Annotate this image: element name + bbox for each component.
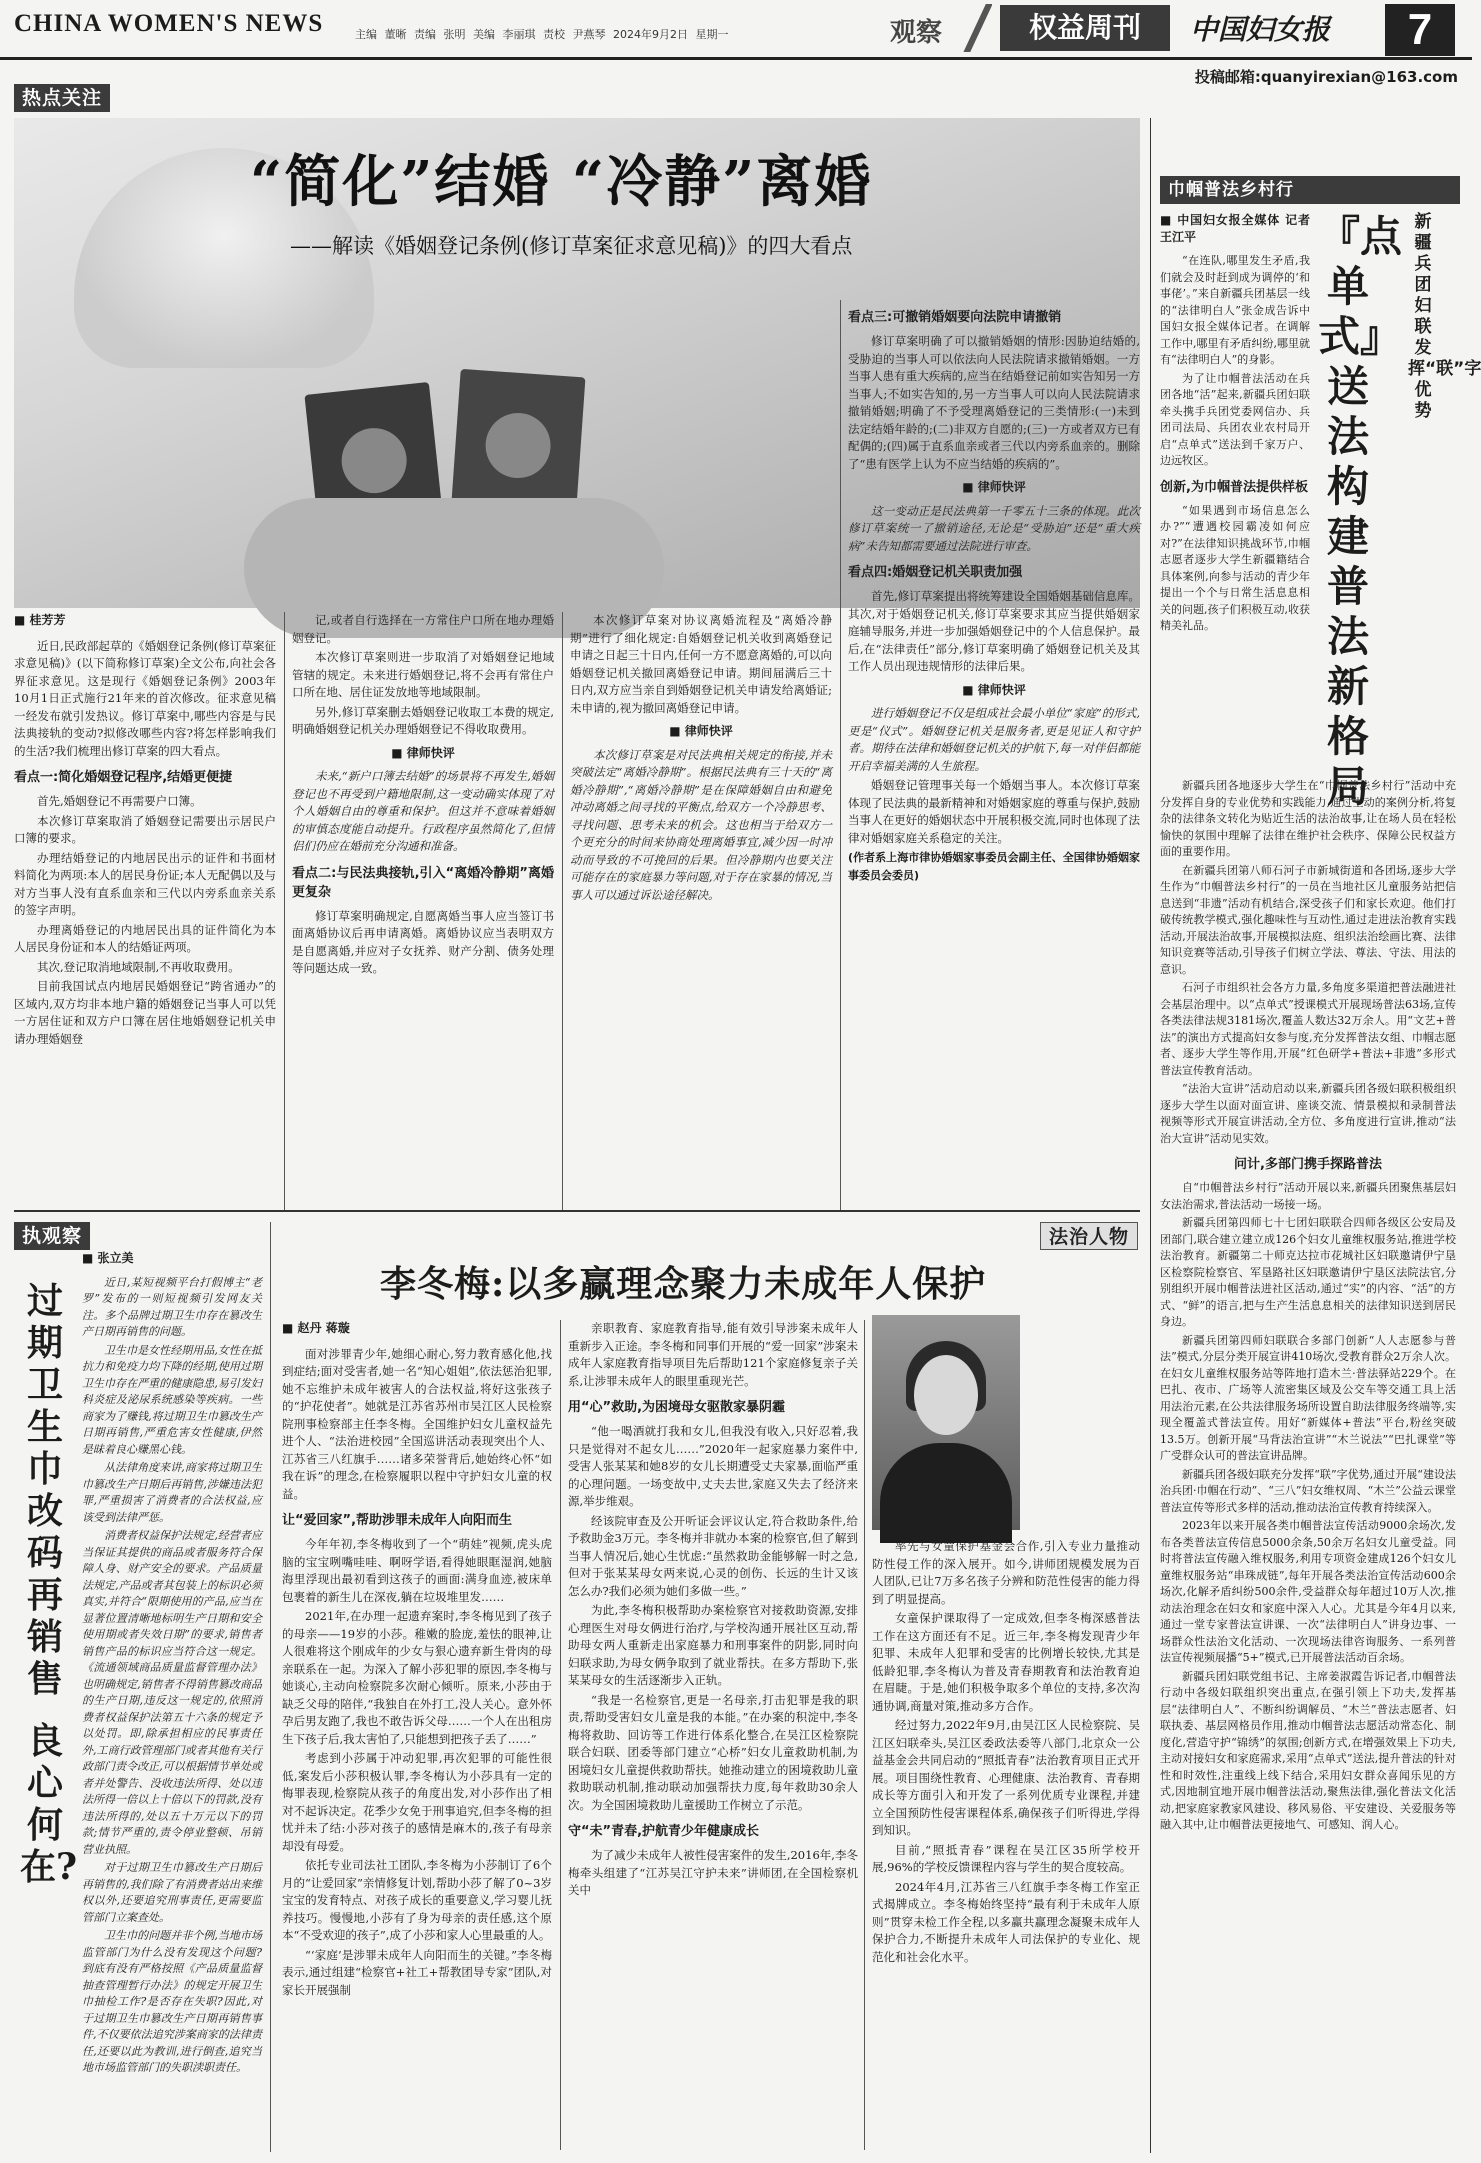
paragraph: 办理离婚登记的内地居民出具的证件简化为本人居民身份证和本人的结婚证两项。 [14, 922, 276, 954]
right-column-top [1160, 212, 1310, 772]
paragraph: 修订草案明确了可以撤销婚姻的情形:因胁迫结婚的,受胁迫的当事人可以依法向人民法院请求撤销婚姻。一方当事人患有重大疾病的,应当在结婚登记前如实告知另一方当事人;不如实告知的,另一方当事人可以向人民法院请求撤销婚姻;明确了不予受理离婚登记的三类情形:(一)未到法定结婚年龄的;(二)非双方自愿的;(三)一方或者双方已有配偶的;(四)属于直系血亲或者三代以内旁系血亲的。删除了“患有医学上认为不应当结婚的疾病的”。 [848, 334, 1140, 471]
paragraph: 目前我国试点内地居民婚姻登记“跨省通办”的区域内,双方均非本地户籍的婚姻登记当事人可以凭一方居住证和双方户口簿在居住地婚姻登记机关申请办理婚姻登 [14, 979, 276, 1046]
observe-column [82, 1250, 262, 2150]
lead-title: “简化”结婚 “冷静”离婚 [250, 149, 873, 215]
paragraph: 另外,修订草案删去婚姻登记收取工本费的规定,明确婚姻登记机关办理婚姻登记不得收取费用。 [292, 704, 554, 736]
paragraph: 亲职教育、家庭教育指导,能有效引导涉案未成年人重新步入正途。李冬梅和同事们开展的“爱一回家”涉案未成年人家庭教育指导项目先后帮助121个家庭修复亲子关系,让涉罪未成年人的眼里重现光芒。 [568, 1321, 858, 1388]
weekly-label: 权益周刊 [1000, 5, 1170, 51]
section-heading: 守“未”青春,护航青少年健康成长 [568, 1824, 760, 1839]
column-rule [284, 612, 285, 1212]
paragraph: 自“巾帼普法乡村行”活动开展以来,新疆兵团聚焦基层妇女法治需求,普法活动一场接一场。 [1160, 1181, 1456, 1211]
paper-logo: 中国妇女报 [1190, 13, 1331, 46]
paragraph: 首先,修订草案提出将统筹建设全国婚姻基础信息库。其次,对于婚姻登记机关,修订草案要求其应当提供婚姻家庭辅导服务,并进一步加强婚姻登记中的个人信息保护。最后,在“法律责任”部分,修订草案明确了婚姻登记机关及其工作人员出现违规情形的法律后果。 [848, 589, 1140, 673]
paragraph: 面对涉罪青少年,她细心耐心,努力教育感化他,找到症结;面对受害者,她一名“知心姐姐”,依法惩治犯罪,她不忘维护未成年被害人的合法权益,将好这张孩子的“护花使者”。她就是江苏省苏州市吴江区人民检察院刑事检察部主任李冬梅。全国维护妇女儿童权益先进个人、“法治进校园”全国巡讲活动表现突出个人、江苏省三八红旗手……诸多荣誉背后,她始终心怀“如我在诉”的理念,在检察履职以程中守护妇女儿童的权益。 [282, 1346, 552, 1501]
right-title: 『点单式』送法构建普法新格局 [1318, 212, 1403, 811]
paragraph: “他一喝酒就打我和女儿,但我没有收入,只好忍着,我只是觉得对不起女儿……”2020年一起家庭暴力案件中,受害人张某某和她8岁的女儿长期遭受丈夫家暴,面临严重的心理问题。一场变故中,丈夫去世,家庭又失去了经济来源,举步维艰。 [568, 1424, 858, 1508]
paragraph: 首先,婚姻登记不再需要户口簿。 [37, 794, 202, 808]
page-number: 7 [1385, 4, 1455, 56]
section-heading: 看点三:可撤销婚姻要向法院申请撤销 [848, 310, 1062, 325]
paragraph: 女童保护课取得了一定成效,但李冬梅深感普法工作在这方面还有不足。近三年,李冬梅发现青少年犯罪、未成年人犯罪和受害的比例增长较快,尤其是低龄犯罪,李冬梅认为普及青春期教育和法治教育迫在眉睫。于是,她们积极争取多个单位的支持,多次沟通协调,商量对策,推动多方合作。 [872, 1611, 1140, 1713]
column-rule [562, 612, 563, 1212]
section-divider [14, 1210, 1140, 1212]
right-column-rule [1150, 118, 1151, 2153]
column-rule [840, 300, 841, 1212]
portrait-photo [872, 1315, 1020, 1530]
people-column-2 [568, 1320, 858, 2155]
paragraph: 办理结婚登记的内地居民出示的证件和书面材料简化为两项:本人的居民身份证;本人无配偶以及与对方当事人没有直系血亲和三代以内旁系血亲关系的签字声明。 [14, 850, 276, 917]
masthead [0, 0, 1472, 60]
section-heading: 看点一:简化婚姻登记程序,结婚更便捷 [14, 770, 233, 785]
lawyer-comment: 进行婚姻登记不仅是组成社会最小单位“家庭”的形式,更是“仪式”。婚姻登记机关是服务者,更是见证人和守护者。期待在法律和婚姻登记机关的护航下,每一对伴侣都能开启幸福美满的人生旅程。 [848, 706, 1140, 773]
paragraph: 近日,某短视频平台打假博主“老罗”发布的一则短视频引发网友关注。多个品牌过期卫生巾存在篡改生产日期再销售的问题。 [82, 1275, 262, 1338]
observe-tag: 执观察 [14, 1222, 90, 1250]
column-rule [864, 1320, 865, 2150]
paragraph: 记,或者自行选择在一方常住户口所在地办理婚姻登记。 [292, 613, 554, 645]
people-column-3 [872, 1538, 1140, 2155]
paragraph: 今年年初,李冬梅收到了一个“萌娃”视频,虎头虎脑的宝宝咧嘴哇哇、啊呀学语,看得她眼眶湿润,她脑海里浮现出最初看到这孩子的画面:满身血迹,被床单包裹着的新生儿在深夜,躺在垃圾堆里发…… [282, 1537, 552, 1604]
paragraph: 近日,民政部起草的《婚姻登记条例(修订草案征求意见稿)》(以下简称修订草案)全文公布,向社会各界征求意见。这是现行《婚姻登记条例》2003年10月1日正式施行21年来的首次修改。征求意见稿一经发布就引发热议。修订草案中,哪些内容是与民法典接轨的变动?拟修改哪些内容?将怎样影响我们的生活?我们梳理出修订草案的四大看点。 [14, 638, 276, 758]
paragraph: 从法律角度来讲,商家将过期卫生巾篡改生产日期后再销售,涉嫌违法犯罪,严重损害了消费者的合法权益,应该受到法律严惩。 [82, 1461, 262, 1524]
paragraph: 卫生巾的问题并非个例,当地市场监管部门为什么没有发现这个问题?到底有没有严格按照《产品质量监督抽查管理暂行办法》的规定开展卫生巾抽检工作?是否存在失职?因此,对于过期卫生巾篡改生产日期再销售事件,不仅要依法追究涉案商家的法律责任,还要以此为教训,进行倒查,追究当地市场监管部门的失职渎职责任。 [82, 1929, 262, 2074]
paragraph: 目前,“照抵青春”课程在吴江区35所学校开展,96%的学校反馈课程内容与学生的契合度较高。 [872, 1842, 1140, 1874]
lead-column-4 [848, 300, 1140, 1250]
paragraph: 消费者权益保护法规定,经营者应当保证其提供的商品或者服务符合保障人身、财产安全的要求。产品质量法规定,产品或者其包装上的标识必须真实,并符合“限期使用的产品,应当在显著位置清晰地标明生产日期和安全使用期或者失效日期”的要求,销售者销售产品的标识应当符合这一规定。《流通领域商品质量监督管理办法》也明确规定,销售者不得销售篡改商品的生产日期,违反这一规定的,依照消费者权益保护法第五十六条的规定予以处罚。即,除承担相应的民事责任外,工商行政管理部门或者其他有关行政部门责令改正,可以根据情节单处或者并处警告、没收违法所得、处以违法所得一倍以上十倍以下的罚款,没有违法所得的,处以五十万元以下的罚款;情节严重的,责令停业整顿、吊销营业执照。 [82, 1529, 262, 1856]
paragraph: 依托专业司法社工团队,李冬梅为小莎制订了6个月的“让爱回家”亲情修复计划,帮助小莎了解了0~3岁宝宝的发育特点、对孩子成长的重要意义,学习婴儿抚养技巧。慢慢地,小莎有了身为母亲的责任感,这个原本“不受欢迎的孩子”,成了小莎和家人心里最重的人。 [282, 1858, 552, 1942]
section-heading: 让“爱回家”,帮助涉罪未成年人向阳而生 [282, 1513, 513, 1528]
paragraph: 2023年以来开展各类巾帼普法宣传活动9000余场次,发布各类普法宣传信息5000余条,50余万名妇女儿童受益。同时将普法宣传融入维权服务,利用专项资金建成126个妇女儿童维权服务站“串珠成链”,每年开展各类法治宣传活动600余场次,化解矛盾纠纷500余件,受益群众每年超过10万人次,推动法治理念在妇女和家庭中深入人心。尤其是今年4月以来,通过一堂专家普法宣讲课、一次“法律明白人”讲身边事、一场群众性法治文化活动、一次现场法律咨询服务、一系列普法宣传视频展播“5+”模式,已开展普法活动百余场。 [1160, 1519, 1456, 1664]
paragraph: 为此,李冬梅积极帮助办案检察官对接救助资源,安排心理医生对母女俩进行治疗,与学校沟通开展社区互动,帮助母女两人重新走出家庭暴力和刑事案件的阴影,同时向妇联求助,为母女俩争取到了就业帮扶。在多方帮助下,张某某母女的生活逐渐步入正轨。 [568, 1603, 858, 1687]
paragraph: 为了减少未成年人被性侵害案件的发生,2016年,李冬梅牵头组建了“江苏吴江守护未来”讲师团,在全国检察机关中 [568, 1848, 858, 1897]
observe-byline: ■ 张立美 [82, 1251, 134, 1265]
observe-title-1: 过期卫生巾改码再销售 [26, 1280, 63, 1700]
lead-column-3 [570, 612, 832, 1252]
section-heading: 用“心”救助,为困境母女驱散家暴阴霾 [568, 1400, 786, 1415]
lead-subtitle: ——解读《婚姻登记条例(修订草案征求意见稿)》的四大看点 [290, 234, 853, 258]
right-section-tag: 巾帼普法乡村行 [1160, 176, 1460, 204]
lead-column-2 [292, 612, 554, 1252]
people-column-1 [282, 1320, 552, 2155]
paragraph: 2021年,在办理一起遗弃案时,李冬梅见到了孩子的母亲——19岁的小莎。稚嫩的脸庞,羞怯的眼神,让人很难将这个刚成年的少女与狠心遗弃新生骨肉的母亲联系在一起。为深入了解小莎犯罪的原因,李冬梅与她谈心,主动向检察院多次耐心倾听。原来,小莎由于缺乏父母的陪伴,“我独自在外打工,没人关心。意外怀孕后男友跑了,我也不敢告诉父母……一个人在出租房生下孩子后,我太害怕了,只能想到把孩子丢了……” [282, 1609, 552, 1746]
paragraph: 本次修订草案取消了婚姻登记需要出示居民户口簿的要求。 [14, 813, 276, 845]
paragraph: 本次修订草案则进一步取消了对婚姻登记地域管辖的规定。未来进行婚姻登记,将不会再有常住户口所在地、居住证发放地等地域限制。 [292, 650, 554, 699]
right-kicker: 新疆兵团妇联发挥“联”字优势 [1408, 212, 1481, 421]
lawyer-comment-label: ■ 律师快评 [391, 745, 455, 760]
staff-line: 主编 董晰 责编 张明 美编 李丽琪 责校 尹燕琴 2024年9月2日 星期一 [355, 28, 729, 41]
slash-divider [962, 4, 992, 52]
paragraph: 在新疆兵团第八师石河子市新城街道和各团场,逐步大学生作为“巾帼普法乡村行”的一员在当地社区儿童服务站把信息送到“非遗”活动有机结合,深受孩子们和家长欢迎。他们打破传统教学模式,强化趣味性与互动性,通过走进法治教育实践活动,开展法治故事,开展模拟法庭、组织法治绘画比赛、法律知识竞赛等活动,引导孩子们树立学法、尊法、守法、用法的意识。 [1160, 863, 1456, 976]
paragraph: 石河子市组织社会各方力量,多角度多渠道把普法融进社会基层治理中。以“点单式”授课模式开展现场普法63场,宣传各类法律法规3181场次,覆盖人数达32万余人。用“文艺+普法”的演出方式提高妇女参与度,充分发挥普法女组、巾帼志愿者、逐步大学生等作用,开展“红色研学+普法+非遗”多形式普法宣传教育活动。 [1160, 981, 1456, 1077]
lead-column-1 [14, 612, 276, 1252]
lawyer-comment: 这一变动正是民法典第一千零五十三条的体现。此次修订草案统一了撤销途径,无论是“受胁迫”还是“重大疾病”未告知都需要通过法院进行审查。 [848, 503, 1140, 553]
paragraph: 2024年4月,江苏省三八红旗手李冬梅工作室正式揭牌成立。李冬梅始终坚持“最有利于未成年人原则”贯穿未检工作全程,以多赢共赢理念凝聚未成年人保护合力,不断提升未成年人司法保护的专业化、规范化和社会化水平。 [872, 1879, 1140, 1964]
section-label: 观察 [890, 18, 943, 48]
people-byline: ■ 赵丹 蒋璇 [282, 1321, 350, 1335]
lawyer-comment-label: ■ 律师快评 [962, 480, 1026, 494]
lawyer-comment: 本次修订草案是对民法典相关规定的衔接,并未突破法定“离婚冷静期”。根据民法典有三十天的“离婚冷静期”,“离婚冷静期”是在保障婚姻自由和避免冲动离婚之间寻找的平衡点,给双方一个冷静思考、寻找问题、思考未来的机会。这也相当于给双方一个更充分的时间来协商处理离婚事宜,减少因一时冲动而导致的不可挽回的后果。但冷静期内也要关注可能存在的家庭暴力等问题,对于存在家暴的情况,当事人可以通过诉讼途径解决。 [570, 747, 832, 902]
paragraph: 其次,登记取消地域限制,不再收取费用。 [37, 959, 240, 974]
lawyer-comment: 未来,“新户口簿去结婚”的场景将不再发生,婚姻登记也不再受到户籍地限制,这一变动确实体现了对个人婚姻自由的尊重和保护。但这并不意味着婚姻的审慎态度能自动提升。行政程序虽然简化了,但情侣们仍应在婚前充分沟通和准备。 [292, 769, 554, 853]
paragraph: 新疆兵团第四师妇联联合多部门创新“人人志愿参与普法”模式,分层分类开展宣讲410场次,受教育群众2万余人次。在妇女儿童维权服务站等阵地打造木兰·普法驿站229个。在巴扎、夜市、广场等人流密集区域及公交车等交通工具上活用法治元素,在公共法律服务场所设置自助法律服务终端等,实现全覆盖式普法宣传。用好“新媒体+普法”平台,粉丝突破13.5万。创新开展“马背法治宣讲”“木兰说法”“巴扎课堂”等广受群众认可的普法宣讲品牌。 [1160, 1333, 1456, 1462]
paragraph: 新疆兵团第四师七十七团妇联联合四师各级区公安局及团部门,联合建立建立成126个妇女儿童维权服务站,推进学校法治教育。新疆第二十师克达拉市花城社区妇联邀请伊宁垦区检察院检察官、军垦路社区妇联邀请伊宁垦区法院法官,分别组织开展巾帼普法进社区活动,通过“实”的内容、“活”的方式、“鲜”的语言,把与生产生活息息相关的法律知识送到居民身边。 [1160, 1216, 1456, 1328]
paragraph: “如果遇到市场信息怎么办?”“遭遇校园霸凌如何应对?”在法律知识挑战环节,巾帼志愿者逐步大学生新疆籍结合具体案例,向参与活动的青少年提出一个个与日常生活息息相关的问题,孩子们积极互动,收获精美礼品。 [1160, 503, 1310, 632]
paragraph: “法治大宣讲”活动启动以来,新疆兵团各级妇联积极组织逐步大学生以面对面宣讲、座谈交流、情景模拟和录制普法视频等形式开展宣讲活动,全方位、多角度进行宣讲,推动“法治大宣讲”活动见实效。 [1160, 1082, 1456, 1145]
paragraph: 修订草案明确规定,自愿离婚当事人应当签订书面离婚协议后再申请离婚。离婚协议应当表明双方是自愿离婚,并应对子女抚养、财产分割、债务处理等问题达成一致。 [292, 908, 554, 975]
column-rule [560, 1320, 561, 2150]
right-byline: ■ 中国妇女报全媒体 记者 王江平 [1160, 213, 1310, 244]
lawyer-comment-label: ■ 律师快评 [962, 682, 1026, 697]
section-heading: 问计,多部门携手探路普法 [1234, 1157, 1382, 1172]
paragraph: 新疆兵团各地逐步大学生在“巾帼普法乡村行”活动中充分发挥自身的专业优势和实践能力,通过生动的案例分析,将复杂的法律条文转化为贴近生活的法治故事,让在场人员在轻松愉快的氛围中理解了法律在维护社会秩序、保障公民权益方面的重要作用。 [1160, 779, 1456, 858]
paragraph: 考虑到小莎属于冲动犯罪,再次犯罪的可能性很低,案发后小莎积极认罪,李冬梅认为小莎具有一定的悔罪表现,检察院从孩子的角度出发,对小莎作出了相对不起诉决定。花季少女免于刑事追究,但李冬梅的担忧并未了结:小莎对孩子的感情是麻木的,孩子有母亲却没有母爱。 [282, 1751, 552, 1853]
paragraph: 经过努力,2022年9月,由吴江区人民检察院、吴江区妇联牵头,吴江区委政法委等八部门,北京众一公益基金会共同启动的“照抵青春”法治教育项目正式开展。项目围绕性教育、心理健康、法治教育、青春期成长等方面引入和开发了一系列优质专业课程,并建立全国预防性侵害课程体系,确保孩子们听得进,学得到知识。 [872, 1718, 1140, 1837]
paragraph: 率先与女童保护基金会合作,引入专业力量推动防性侵工作的深入展开。如今,讲师团规模发展为百人团队,已让7万多名孩子分辨和防范性侵害的能力得到了明显提高。 [872, 1539, 1140, 1606]
section-heading: 创新,为巾帼普法提供样板 [1160, 479, 1308, 495]
paragraph: 新疆兵团各级妇联充分发挥“联”字优势,通过开展“建设法治兵团·巾帼在行动”、“三八”妇女维权周、“木兰”公益云课堂普法宣传等形式多样的活动,推动法治宣传教育持续深入。 [1160, 1467, 1456, 1514]
paragraph: 卫生巾是女性经期用品,女性在抵抗力和免疫力均下降的经期,使用过期卫生巾存在严重的健康隐患,易引发妇科炎症及泌尿系统感染等疾病。一些商家为了赚钱,将过期卫生巾篡改生产日期再销售,严重危害女性健康,伊然是昧着良心赚黑心钱。 [82, 1343, 262, 1456]
paragraph: 婚姻登记管理事关每一个婚姻当事人。本次修订草案体现了民法典的最新精神和对婚姻家庭的尊重与保护,鼓励当事人在更好的婚姻状态中开展积极交流,同时也体现了法律对婚姻家庭关系稳定的关注。 [848, 778, 1140, 845]
paragraph: “我是一名检察官,更是一名母亲,打击犯罪是我的职责,帮助受害妇女儿童是我的本能。”在办案的积淀中,李冬梅将救助、回访等工作进行体系化整合,在吴江区检察院联合妇联、团委等部门建立“心桥”妇女儿童救助机制,为困境妇女儿童提供救助帮扶。她推动建立的困境救助儿童救助联动机制,推动联动加强帮扶力度,每年救助30余人次。为全国困境救助儿童援助工作树立了示范。 [568, 1692, 858, 1812]
section-heading: 看点二:与民法典接轨,引入“离婚冷静期”离婚更复杂 [292, 865, 554, 900]
author-note: (作者系上海市律协婚姻家事委员会副主任、全国律协婚姻家事委员会委员) [848, 851, 1140, 882]
paragraph: 新疆兵团妇联党组书记、主席姜淑霞告诉记者,巾帼普法行动中各级妇联组织突出重点,在强引领上下功夫,发挥基层“法律明白人”、不断纠纷调解员、“木兰”普法志愿者、妇联执委、基层网格员作用,推动巾帼普法志愿活动常态化、制度化,营造守护“锦绣”的氛围;创新方式,在增强效果上下功夫,主动对接妇女和家庭需求,采用“点单式”送法,提升普法的针对性和时效性,注重线上线下结合,采用妇女群众喜闻乐见的方式,因地制宜地开展巾帼普法活动,聚焦法律,强化普法文化活动,把家庭家教家风建设、移风易俗、平安建设、关爱服务等融入其中,让巾帼普法更接地气、可感知、润人心。 [1160, 1669, 1456, 1831]
observe-title-2: 良心何在? [20, 1720, 78, 1888]
column-rule [270, 1222, 271, 2152]
paragraph: 经该院审查及公开听证会评议认定,符合救助条件,给予救助金3万元。李冬梅并非就办本案的检察官,但了解到当事人情况后,她心生忧虑:“虽然救助金能够解一时之急,但对于张某某母女两来说,心灵的创伤、长远的生计又该怎么办?我们必须为她们多做一些。” [568, 1513, 858, 1598]
right-column-bottom [1160, 778, 1456, 2158]
lead-byline: ■ 桂芳芳 [14, 613, 66, 627]
hot-tag: 热点关注 [14, 84, 110, 112]
section-heading: 看点四:婚姻登记机关职责加强 [848, 565, 1023, 580]
lawyer-comment-label: ■ 律师快评 [669, 724, 733, 738]
submission-email: 投稿邮箱:quanyirexian@163.com [1194, 68, 1458, 86]
paragraph: 为了让巾帼普法活动在兵团各地“活”起来,新疆兵团妇联牵头携手兵团党委网信办、兵团司法局、兵团农业农村局开启“点单式”送法到千家万户、边远牧区。 [1160, 371, 1310, 467]
paragraph: “‘家庭’是涉罪未成年人向阳而生的关键。”李冬梅表示,通过组建“检察官+社工+帮教团导专家”团队,对家长开展强制 [282, 1947, 552, 1997]
paper-name-en: CHINA WOMEN'S NEWS [14, 10, 324, 37]
people-title: 李冬梅:以多赢理念聚力未成年人保护 [380, 1263, 987, 1305]
paragraph: 对于过期卫生巾篡改生产日期后再销售的,我们除了有消费者站出来维权以外,还要追究刑事责任,更需要监管部门立案查处。 [82, 1861, 262, 1924]
paragraph: 本次修订草案对协议离婚流程及“离婚冷静期”进行了细化规定:自婚姻登记机关收到离婚登记申请之日起三十日内,任何一方不愿意离婚的,可以向婚姻登记机关撤回离婚登记申请。期间届满后三十日内,双方应当亲自到婚姻登记机关申请发给离婚证;未申请的,视为撤回离婚登记申请。 [570, 613, 832, 715]
paragraph: “在连队,哪里发生矛盾,我们就会及时赶到成为调停的‘和事佬’。”来自新疆兵团基层一线的“法律明白人”张金成告诉中国妇女报全媒体记者。在调解工作中,哪里有矛盾纠纷,哪里就有“法律明白人”的身影。 [1160, 254, 1310, 366]
people-tag: 法治人物 [1040, 1222, 1138, 1250]
